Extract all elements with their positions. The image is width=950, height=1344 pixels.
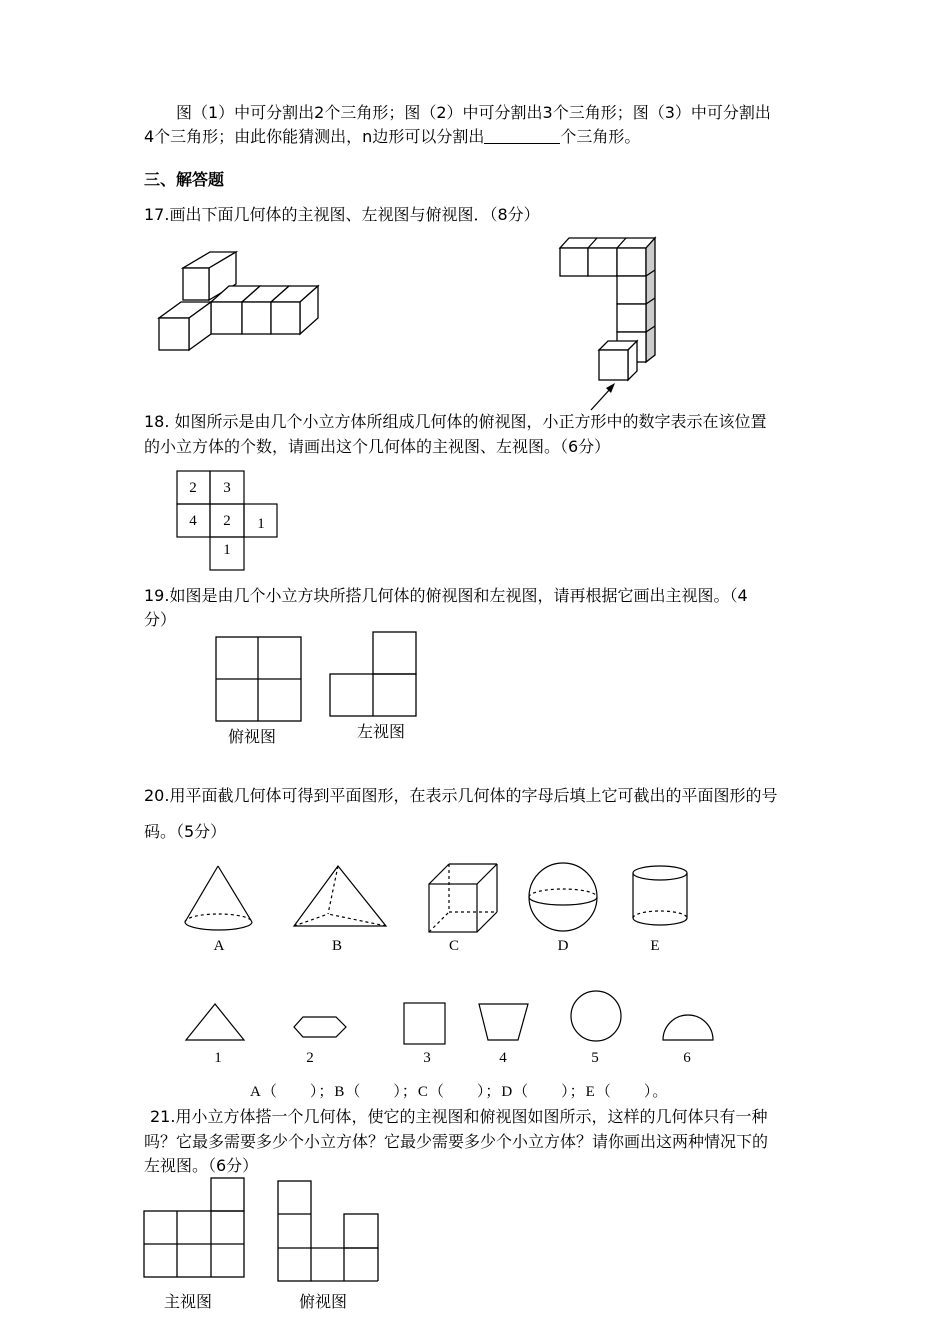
solid-label: A <box>213 938 225 954</box>
q19-left-label: 左视图 <box>356 722 406 741</box>
q21-line-3: 左视图。（6分） <box>144 1156 259 1175</box>
q21-line-2: 吗？它最多需要多少个小立方体？它最少需要多少个小立方体？请你画出这两种情况下的 <box>144 1132 769 1151</box>
q20-shapes <box>180 986 720 1068</box>
q18-top-view-grid <box>176 470 280 572</box>
answer-blank <box>484 127 560 144</box>
pyramid-solid <box>294 866 386 926</box>
shape-label: 2 <box>306 1050 314 1066</box>
q20-answer-line: A（ ）；B（ ）；C（ ）；D（ ）；E（ ）。 <box>250 1084 669 1100</box>
q19-line-1: 19.如图是由几个小立方块所搭几何体的俯视图和左视图，请再根据它画出主视图。（4 <box>144 586 748 605</box>
grid-cell: 1 <box>223 542 231 558</box>
shape-label: 1 <box>214 1050 222 1066</box>
q21-front-label: 主视图 <box>163 1292 213 1311</box>
square-shape <box>404 1003 445 1044</box>
cube-solid <box>429 864 497 932</box>
cone-solid <box>185 866 252 930</box>
shape-label: 4 <box>499 1050 507 1066</box>
intro-line-2 <box>144 126 640 148</box>
q18-line-2: 的小立方体的个数，请画出这个几何体的主视图、左视图。（6分） <box>144 437 611 456</box>
shape-label: 3 <box>423 1050 431 1066</box>
trapezoid-shape <box>479 1004 528 1040</box>
intro-line-2-b: 个三角形。 <box>560 127 641 146</box>
view-arrow <box>591 388 611 410</box>
q21-top-label: 俯视图 <box>298 1292 348 1311</box>
grid-cell: 2 <box>189 480 197 496</box>
solid-label: D <box>557 938 569 954</box>
q19-top-label: 俯视图 <box>227 727 277 746</box>
shape-label: 6 <box>683 1050 691 1066</box>
q17-figure-right <box>560 236 660 412</box>
solid-label: E <box>650 938 660 954</box>
sphere-solid <box>529 863 597 931</box>
section-title: 三、解答题 <box>144 170 225 189</box>
grid-cell: 4 <box>189 513 197 529</box>
hexagon-shape <box>294 1017 346 1037</box>
cylinder-solid <box>633 866 687 925</box>
q20-solids <box>180 862 700 956</box>
q17-figure-left <box>155 248 325 354</box>
intro-line-2-a: 4个三角形；由此你能猜测出，n边形可以分割出 <box>144 127 485 146</box>
q18-line-1: 18. 如图所示是由几个小立方体所组成几何体的俯视图，小正方形中的数字表示在该位置 <box>144 412 767 431</box>
grid-cell: 2 <box>223 513 231 529</box>
q21-figures <box>142 1176 382 1316</box>
intro-line-1: 图（1）中可分割出2个三角形；图（2）中可分割出3个三角形；图（3）中可分割出 <box>176 103 771 122</box>
grid-cell: 3 <box>223 480 231 496</box>
q19-figures <box>214 630 424 750</box>
semicircle-shape <box>663 1015 713 1040</box>
q21-line-1: 21.用小立方体搭一个几何体，使它的主视图和俯视图如图所示，这样的几何体只有一种 <box>150 1107 768 1126</box>
solid-label: B <box>331 938 343 954</box>
q20-line-1: 20.用平面截几何体可得到平面图形，在表示几何体的字母后填上它可截出的平面图形的号 <box>144 786 778 805</box>
q20-line-2: 码。（5分） <box>144 822 227 841</box>
shape-label: 5 <box>591 1050 599 1066</box>
q17-text: 17.画出下面几何体的主视图、左视图与俯视图．（8分） <box>144 205 540 224</box>
q19-line-2: 分） <box>144 610 177 629</box>
grid-cell: 1 <box>257 516 265 532</box>
circle-shape <box>571 991 621 1041</box>
triangle-shape <box>186 1004 244 1040</box>
solid-label: C <box>448 938 460 954</box>
